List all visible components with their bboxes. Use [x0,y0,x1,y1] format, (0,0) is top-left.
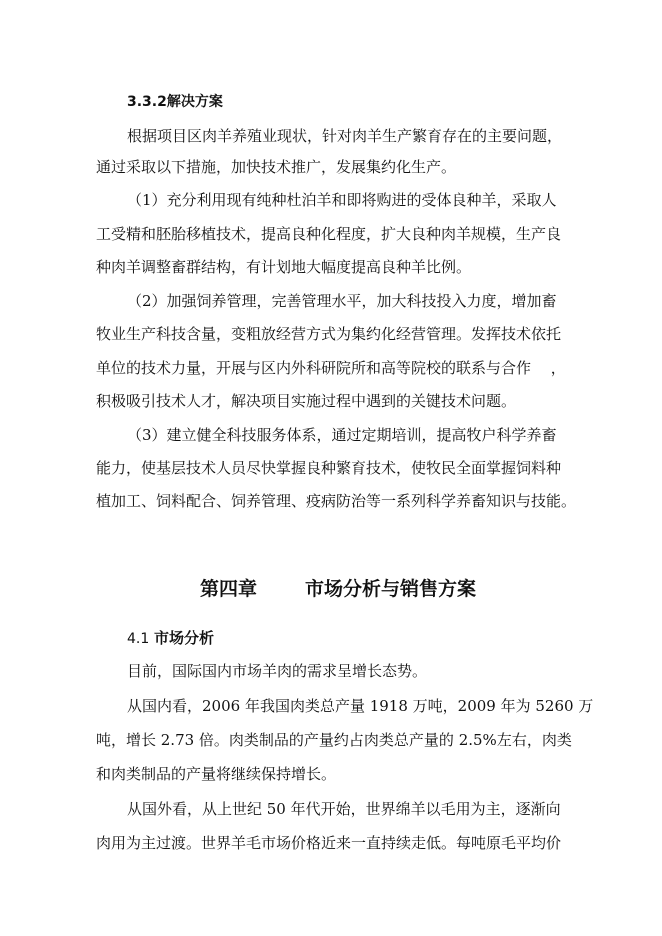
paragraph-line: 种肉羊调整畜群结构，有计划地大幅度提高良种羊比例。 [96,258,472,276]
paragraph-line: 从国外看，从上世纪 50 年代开始，世界绵羊以毛用为主，逐渐向 [127,800,561,818]
section-heading-3-3-2: 3.3.2解决方案 [127,94,223,110]
section-title: 市场分析 [154,629,215,647]
paragraph-line: 工受精和胚胎移植技术，提高良种化程度，扩大良种肉羊规模，生产良 [96,225,562,243]
paragraph-line: 单位的技术力量，开展与区内外科研院所和高等院校的联系与合作 ， [96,359,566,377]
paragraph-line: 和肉类制品的产量将继续保持增长。 [96,765,337,783]
chapter-number: 第四章 [200,578,258,600]
paragraph-line: 植加工、饲料配合、饲养管理、疫病防治等一系列科学养畜知识与技能。 [96,492,577,510]
paragraph-line: 肉用为主过渡。世界羊毛市场价格近来一直持续走低。每吨原毛平均价 [96,834,562,852]
chapter-title: 市场分析与销售方案 [305,578,477,600]
paragraph-line: （3）建立健全科技服务体系，通过定期培训，提高牧户科学养畜 [127,426,557,444]
paragraph-line: （1）充分利用现有纯种杜泊羊和即将购进的受体良种羊，采取人 [127,191,557,209]
paragraph-line: （2）加强饲养管理，完善管理水平，加大科技投入力度，增加畜 [127,292,557,310]
chapter-heading [200,576,476,602]
section-heading-4-1 [127,628,214,649]
paragraph-line: 吨，增长 2.73 倍。肉类制品的产量约占肉类总产量的 2.5%左右，肉类 [96,731,572,749]
section-number: 4.1 [127,631,150,647]
paragraph-line: 通过采取以下措施，加快技术推广，发展集约化生产。 [96,158,457,176]
paragraph-line: 从国内看，2006 年我国肉类总产量 1918 万吨，2009 年为 5260 万 [127,697,594,715]
paragraph-line: 能力，使基层技术人员尽快掌握良种繁育技术，使牧民全面掌握饲料种 [96,459,562,477]
paragraph-line: 目前，国际国内市场羊肉的需求呈增长态势。 [127,662,428,680]
paragraph-line: 牧业生产科技含量，变粗放经营方式为集约化经营管理。发挥技术依托 [96,325,562,343]
paragraph-line: 积极吸引技术人才，解决项目实施过程中遇到的关键技术问题。 [96,392,517,410]
paragraph-line: 根据项目区肉羊养殖业现状，针对肉羊生产繁育存在的主要问题， [127,127,563,145]
